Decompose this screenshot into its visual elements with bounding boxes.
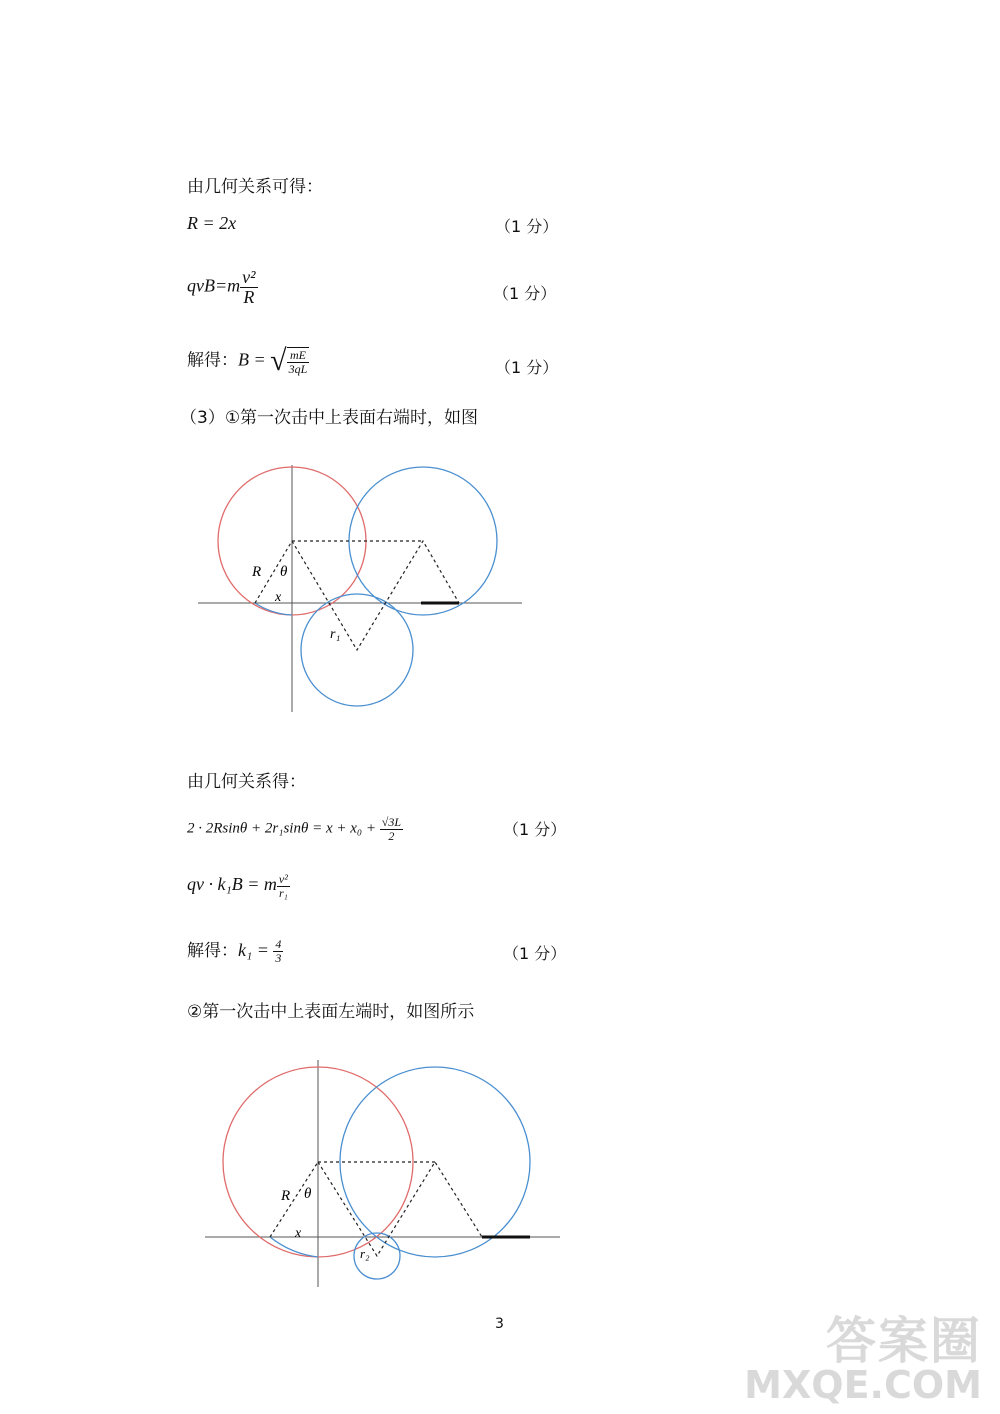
formula-geometry-num: √3L <box>381 815 401 829</box>
formula-geometry-den: 2 <box>388 828 395 843</box>
fig1-label-r1: r₁ <box>330 627 341 642</box>
score-5: （1 分） <box>503 944 567 963</box>
fig2-label-x: x <box>295 1226 302 1241</box>
formula-b-den: 3qL <box>288 361 308 376</box>
figure-1-diagram <box>190 455 530 720</box>
formula-k1-lorentz <box>187 873 290 899</box>
fig2-label-theta: θ <box>304 1186 312 1202</box>
watermark-bottom: MXQE.COM <box>744 1363 982 1407</box>
fig1-dashed-zigzag <box>292 541 459 650</box>
formula-k1-lorentz-left: qv · k₁B = m <box>187 874 277 895</box>
score-4: （1 分） <box>503 820 567 839</box>
fig2-label-r: R <box>281 1188 291 1204</box>
formula-b-left: B = <box>238 349 271 370</box>
score-2: （1 分） <box>493 284 557 303</box>
formula-b-solution: 解得：B = √ $\frac{mE}{3qL}$ <box>187 344 308 377</box>
formula-k1-left: k₁ = <box>238 940 274 960</box>
formula-geometry-equation <box>187 816 403 842</box>
fig1-label-x: x <box>275 590 282 605</box>
solve-label-1: 解得： <box>187 350 238 371</box>
formula-k1-lorentz-den: r₁ <box>278 885 288 900</box>
formula-k1-den: 3 <box>275 951 282 965</box>
text-case2-intro: ②第一次击中上表面左端时，如图所示 <box>187 1002 475 1022</box>
formula-k1-lorentz-num: v² <box>278 872 288 886</box>
figure-2-diagram <box>200 1050 565 1295</box>
formula-r-equals-2x: R = 2x <box>187 213 237 233</box>
formula-lorentz-den: R <box>243 286 255 307</box>
formula-b-num: mE <box>287 349 310 363</box>
fig1-label-r: R <box>252 564 262 580</box>
formula-lorentz-left: qvB=m <box>187 275 241 296</box>
fig2-label-r2: r₂ <box>360 1246 370 1261</box>
fig1-label-theta: θ <box>280 564 288 580</box>
watermark-top: 答案圈 <box>826 1312 982 1370</box>
formula-k1-num: 4 <box>275 937 282 952</box>
page-number: 3 <box>495 1316 504 1332</box>
formula-geometry-left: 2 · 2Rsinθ + 2r₁sinθ = x + x₀ + <box>187 820 380 837</box>
text-case1-intro: （3）①第一次击中上表面右端时，如图 <box>180 408 479 428</box>
formula-lorentz <box>187 268 258 307</box>
text-geometry-relation-2: 由几何关系得： <box>187 772 306 792</box>
text-geometry-relation-1: 由几何关系可得： <box>187 177 323 197</box>
score-3: （1 分） <box>495 358 559 377</box>
score-1: （1 分） <box>495 217 559 236</box>
formula-lorentz-num: v² <box>242 267 256 287</box>
formula-k1-solution <box>187 936 283 965</box>
watermark <box>744 1312 982 1407</box>
solve-label-2: 解得： <box>187 941 238 961</box>
